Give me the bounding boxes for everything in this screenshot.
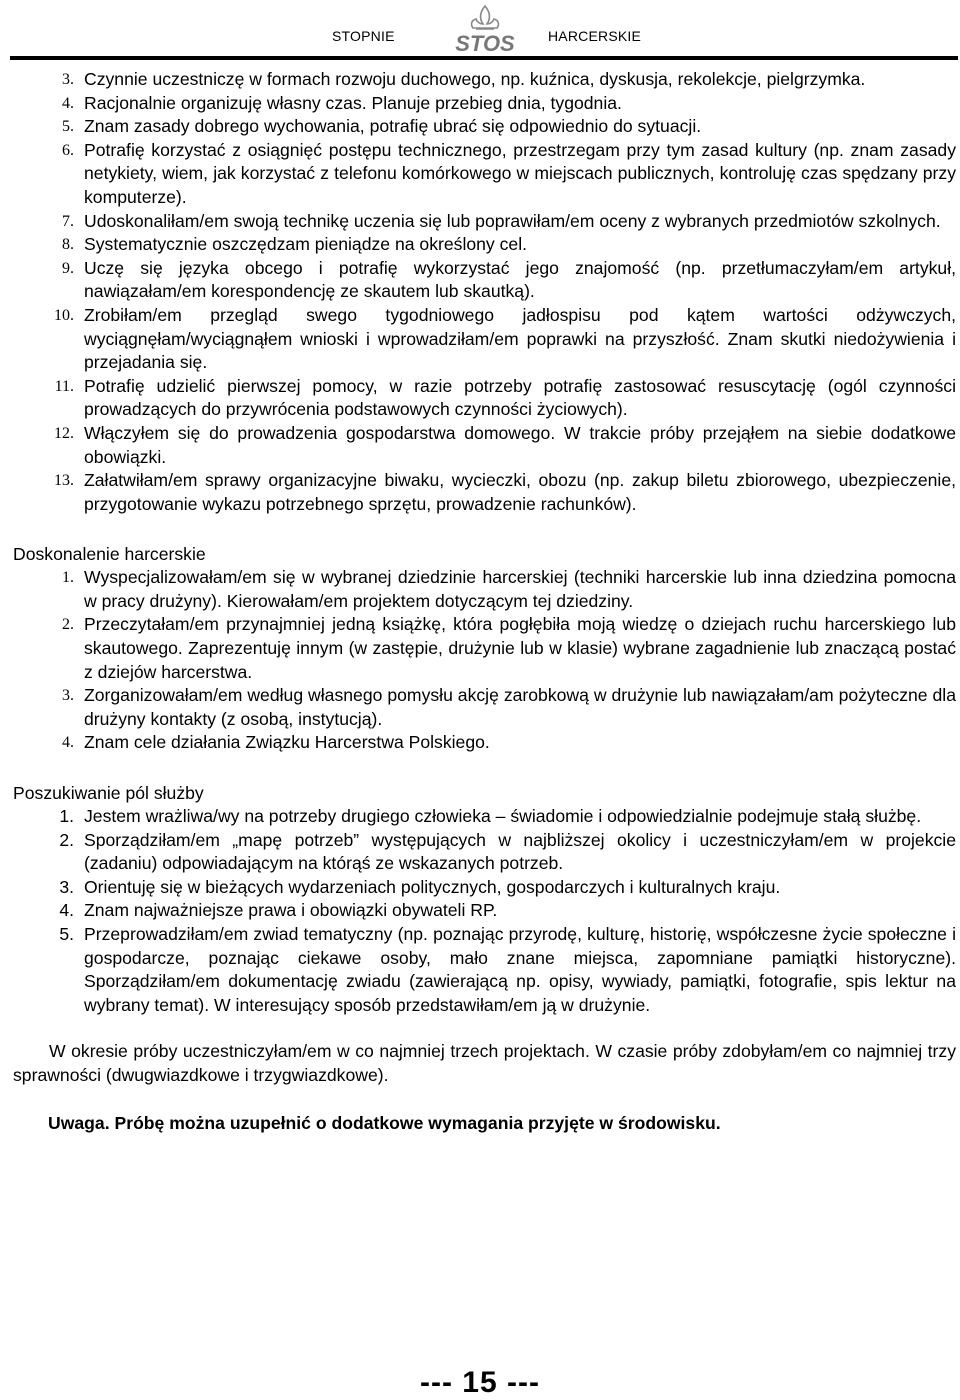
list-item-text: Przeczytałam/em przynajmniej jedną książkę, która pogłębiła moją wiedzę o dziejach ruchu harcerskiego lub skautowego. Zaprezentuję innym (w zastępie, drużynie lub w klasie) wybrane zagadnienie lub znaczącą postać z dziejów harcerstwa. [84, 614, 956, 682]
list-item-text: Uczę się języka obcego i potrafię wykorzystać jego znajomość (np. przetłumaczyłam/em artykuł, nawiązałam/em korespondencję ze skautem lub skautką). [84, 257, 956, 302]
list-item-text: Jestem wrażliwa/wy na potrzeby drugiego człowieka – świadomie i odpowiedzialnie podejmuje stałą służbę. [84, 806, 922, 827]
list-item-text: Załatwiłam/em sprawy organizacyjne biwaku, wycieczki, obozu (np. zakup biletu zbiorowego, ubezpieczenie, przygotowanie wykazu potrzebnego sprzętu, prowadzenie rachunków). [84, 470, 956, 514]
list-item-text: Przeprowadziłam/em zwiad tematyczny (np. poznając przyrodę, kulturę, historię, współczesne życie społeczne i gospodarcze, poznając ciekawe osoby, mało znane miejsca, zapomniane pamiątki historyczne). Sporządziłam/em dokumentację zwiadu (zawierającą np. opisy, wywiady, pamiątki, fotografie, spis lektur na wybrany temat). W interesujący sposób przedstawiłam/em ją w drużynie. [84, 924, 956, 1015]
list-item [0, 829, 960, 876]
page-number: --- 15 --- [420, 1366, 540, 1399]
list-item [0, 68, 960, 92]
list-item-number: 1. [62, 569, 74, 587]
list-item-text: Potrafię korzystać z osiągnięć postępu technicznego, przestrzegam przy tym zasad kultury (np. znam zasady netykiety, wiem, jak korzystać z telefonu komórkowego w miejscach publicznych, kontroluję czas spędzany przy komputerze). [84, 139, 956, 207]
list-item-number: 8. [62, 236, 74, 254]
list-item-number: 11. [54, 377, 74, 395]
list-item-number: 2. [59, 829, 74, 850]
list-item [0, 257, 960, 304]
list-item [0, 684, 960, 731]
list-item-number: 3. [62, 687, 74, 705]
list-item [0, 566, 960, 613]
list-item-number: 4. [62, 734, 74, 752]
list-item-text: Potrafię udzielić pierwszej pomocy, w razie potrzeby potrafię zastosować resuscytację (ogól czynności prowadzących do przywrócenia podstawowych czynności życiowych). [84, 375, 956, 420]
stos-logo [450, 2, 520, 54]
list-item [0, 422, 960, 469]
note: Uwaga. Próbę można uzupełnić o dodatkowe wymagania przyjęte w środowisku. [48, 1113, 721, 1134]
list-item [0, 731, 960, 755]
list-item-text: Zrobiłam/em przegląd swego tygodniowego jadłospisu pod kątem wartości odżywczych, wyciągnęłam/wyciągnąłem wnioski i wprowadziłam/em poprawki na przyszłość. Znam skutki niedożywienia i przejadania się. [84, 304, 956, 373]
list-item-number: 13. [54, 472, 74, 490]
list-item-text: Włączyłem się do prowadzenia gospodarstwa domowego. W trakcie próby przejąłem na siebie dodatkowe obowiązki. [84, 422, 956, 467]
list-item-number: 4. [59, 900, 74, 921]
list-item [0, 210, 960, 234]
list-item-text: Systematycznie oszczędzam pieniądze na określony cel. [84, 234, 527, 255]
page-header [0, 0, 960, 58]
list-item-number: 3. [62, 71, 74, 88]
list-item [0, 139, 960, 210]
list-item-number: 9. [62, 259, 74, 277]
list-item-number: 2. [62, 616, 74, 634]
list-item-text: Znam zasady dobrego wychowania, potrafię ubrać się odpowiednio do sytuacji. [84, 116, 702, 137]
doskonalenie-list [0, 566, 960, 755]
list-item-number: 5. [62, 118, 74, 136]
list-item [0, 805, 960, 829]
list-item-number: 7. [62, 212, 74, 230]
list-item [0, 923, 960, 1017]
header-label-stopnie: STOPNIE [332, 28, 395, 44]
header-label-harcerskie: HARCERSKIE [548, 28, 642, 44]
list-item-number: 12. [54, 424, 74, 442]
list-item [0, 876, 960, 900]
list-item-text: Racjonalnie organizuję własny czas. Planuje przebieg dnia, tygodnia. [84, 92, 622, 113]
closing-paragraph: W okresie próby uczestniczyłam/em w co najmniej trzech projektach. W czasie próby zdobyłam/em co najmniej trzy sprawności (dwugwiazdkowe i trzygwiazdkowe). [13, 1041, 956, 1086]
header-rule [10, 56, 958, 60]
logo-text: STOS [455, 31, 515, 54]
list-item-text: Znam cele działania Związku Harcerstwa Polskiego. [84, 732, 490, 753]
list-item-number: 1. [59, 806, 74, 827]
list-item-text: Orientuję się w bieżących wydarzeniach politycznych, gospodarczych i kulturalnych kraju. [84, 876, 781, 897]
list-item-text: Sporządziłam/em „mapę potrzeb” występujących w najbliższej okolicy i uczestniczyłam/em w projekcie (zadaniu) odpowiadającym na którąś ze wskazanych potrzeb. [84, 829, 956, 874]
list-item-number: 10. [54, 306, 74, 324]
list-item-text: Czynnie uczestniczę w formach rozwoju duchowego, np. kuźnica, dyskusja, rekolekcje, pielgrzymka. [84, 69, 866, 89]
list-item [0, 92, 960, 116]
list-item [0, 115, 960, 139]
list-item [0, 613, 960, 684]
list-item [0, 469, 960, 516]
list-item-number: 3. [59, 876, 74, 897]
list-item-text: Znam najważniejsze prawa i obowiązki obywateli RP. [84, 900, 498, 921]
list-item [0, 233, 960, 257]
list-item [0, 304, 960, 375]
list-item-number: 6. [62, 141, 74, 159]
list-item-number: 5. [59, 924, 74, 944]
section-title-doskonalenie: Doskonalenie harcerskie [13, 544, 206, 565]
list-item [0, 899, 960, 923]
requirements-list [0, 68, 960, 516]
list-item-text: Zorganizowałam/em według własnego pomysłu akcję zarobkową w drużynie lub nawiązałam/am pożyteczne dla drużyny kontakty (z osobą, instytucją). [84, 685, 956, 729]
page-content [0, 68, 960, 1135]
section-title-sluzba: Poszukiwanie pól służby [13, 783, 204, 804]
list-item-text: Wyspecjalizowałam/em się w wybranej dziedzinie harcerskiej (techniki harcerskie lub inna dziedzina pomocna w pracy drużyny). Kierowałam/em projektem dotyczącym tej dziedziny. [84, 567, 956, 611]
sluzba-list [0, 805, 960, 1017]
list-item [0, 375, 960, 422]
list-item-number: 4. [62, 94, 74, 112]
list-item-text: Udoskonaliłam/em swoją technikę uczenia się lub poprawiłam/em oceny z wybranych przedmiotów szkolnych. [84, 210, 941, 231]
